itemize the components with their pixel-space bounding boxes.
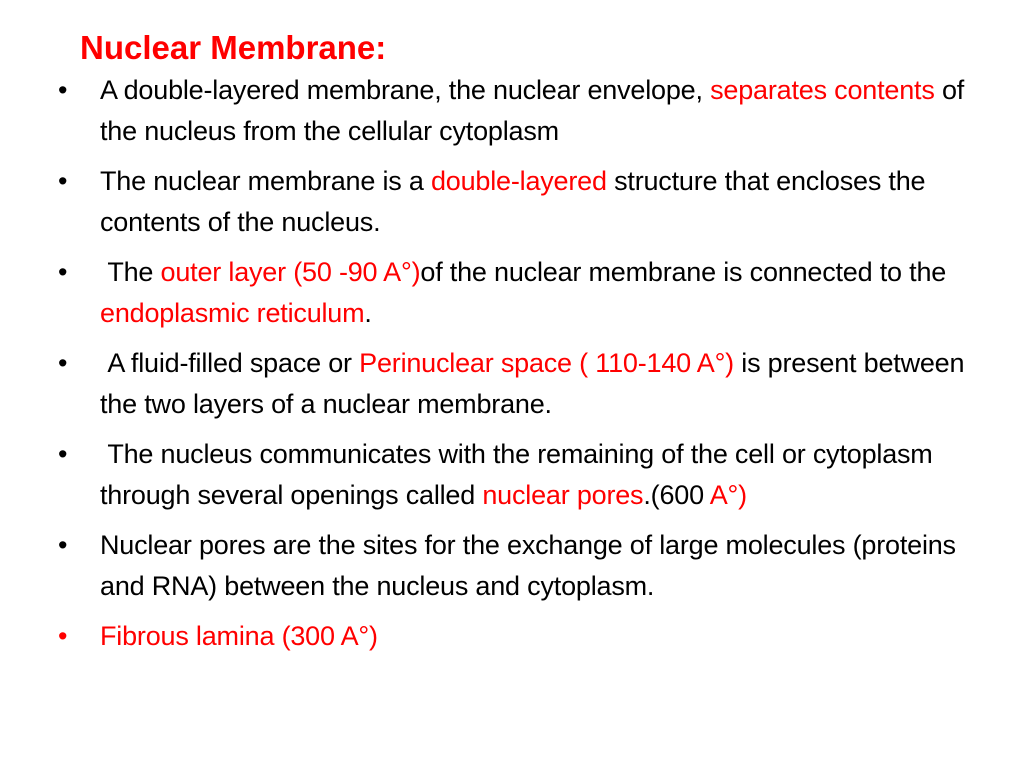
text-segment: The nuclear membrane is a	[100, 166, 431, 196]
bullet-dot-icon: •	[58, 166, 68, 196]
text-segment: structure that encloses the contents of the nucleus.	[100, 166, 926, 237]
bullet-item	[58, 525, 994, 607]
bullet-item	[58, 161, 994, 243]
bullet-dot-icon: •	[58, 530, 68, 560]
text-segment: of the nuclear membrane is connected to the	[420, 257, 947, 287]
bullet-item	[58, 434, 994, 516]
highlight-segment: nuclear pores	[482, 480, 644, 510]
highlight-segment: Fibrous lamina (300 A°)	[100, 621, 378, 651]
highlight-segment: A°)	[709, 480, 747, 510]
bullet-dot-icon: •	[58, 257, 68, 287]
text-segment: is present between the two layers of a nuclear membrane.	[100, 348, 965, 419]
bullet-text	[100, 75, 964, 146]
slide-title: Nuclear Membrane:	[80, 29, 387, 66]
bullet-item	[58, 252, 994, 334]
text-segment: .(600	[643, 480, 710, 510]
text-segment: The nucleus communicates with the remaining of the cell or cytoplasm through several openings called	[100, 439, 933, 510]
text-segment: Nuclear pores are the sites for the exchange of large molecules (proteins and RNA) between the nucleus and cytoplasm.	[100, 530, 956, 601]
highlight-segment: outer layer (50 -90 A°)	[160, 257, 421, 287]
bullet-dot-icon: •	[58, 75, 68, 105]
highlight-segment: separates contents	[710, 75, 935, 105]
bullet-dot-icon: •	[58, 439, 68, 469]
bullet-text	[100, 348, 964, 419]
bullet-dot-icon: •	[58, 348, 68, 378]
highlight-segment: endoplasmic reticulum	[100, 298, 365, 328]
text-segment: .	[364, 298, 372, 328]
bullet-text	[100, 621, 378, 651]
bullet-item	[58, 616, 994, 657]
highlight-segment: Perinuclear space ( 110-140 A°)	[359, 348, 734, 378]
highlight-segment: double-layered	[430, 166, 607, 196]
bullet-list	[58, 70, 994, 657]
text-segment: A double-layered membrane, the nuclear envelope,	[100, 75, 711, 105]
bullet-text	[100, 257, 946, 328]
bullet-item	[58, 70, 994, 152]
bullet-text	[100, 166, 925, 237]
text-segment: of the nucleus from the cellular cytoplasm	[100, 75, 965, 146]
text-segment: A fluid-filled space or	[107, 348, 360, 378]
bullet-dot-icon: •	[58, 621, 68, 651]
text-segment: The	[107, 257, 161, 287]
bullet-item	[58, 343, 994, 425]
bullet-text	[100, 439, 933, 510]
bullet-text	[100, 530, 956, 601]
